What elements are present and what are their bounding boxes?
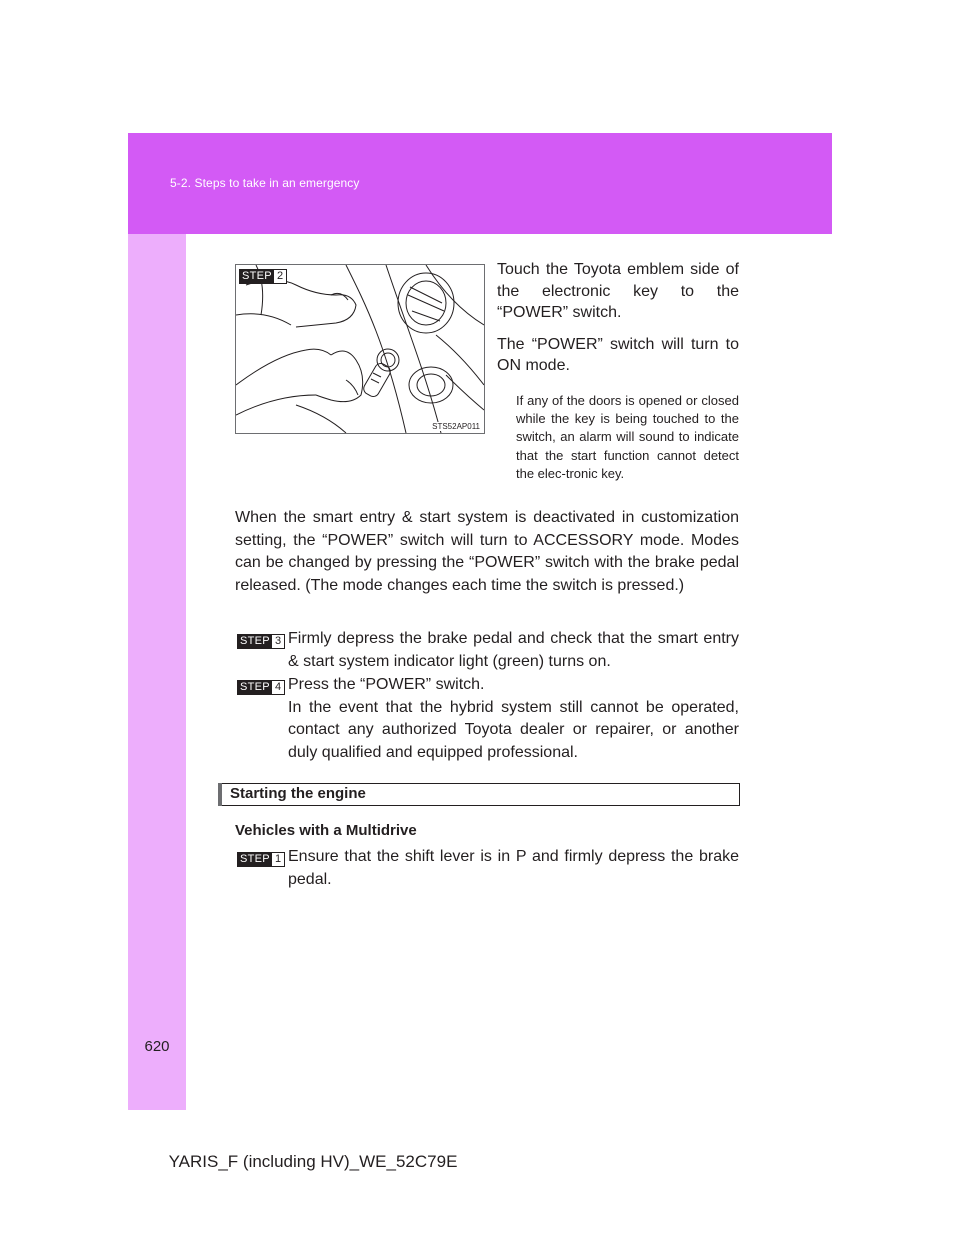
section-heading: Starting the engine (230, 785, 366, 802)
step-3-badge (237, 631, 285, 654)
step-3 (235, 628, 739, 673)
step-3-text: Firmly depress the brake pedal and check that the smart entry & start system indicator light (green) turns on. (288, 630, 739, 670)
step-badge-label: STEP (242, 270, 272, 283)
body-paragraph: When the smart entry & start system is deactivated in customization setting, the “POWER” switch will turn to ACCESSORY mode. Modes can be changed by pressing the “POWER” switch with the brake pedal released. (The mode changes each time the switch is pressed.) (235, 509, 739, 594)
illustration-figure (235, 264, 485, 434)
step2-instruction: Touch the Toyota emblem side of the electronic key to the “POWER” switch. (497, 261, 739, 321)
subheading: Vehicles with a Multidrive (235, 822, 417, 839)
engine-step-1-badge (237, 849, 285, 872)
section-heading-box (218, 783, 740, 806)
step-4-detail: In the event that the hybrid system still cannot be operated, contact any authorized Toyota dealer or repairer, or another duly qualified and equipped professional. (288, 698, 739, 761)
step2-text (497, 259, 739, 387)
footer-text: YARIS_F (including HV)_WE_52C79E (168, 1152, 458, 1171)
step2-note: If any of the doors is opened or closed while the key is being touched to the switch, an alarm will sound to indicate that the start function cannot detect the elec-tronic key. (516, 393, 739, 481)
side-strip (128, 234, 186, 1110)
key-touch-illustration (236, 265, 484, 433)
step-badge-label: STEP (240, 635, 270, 648)
step-badge-number: 1 (272, 853, 284, 866)
footer (0, 1152, 600, 1172)
step-4-badge (237, 677, 285, 700)
figure-step-badge (239, 268, 287, 286)
step-badge-label: STEP (240, 853, 270, 866)
step-4 (235, 674, 739, 764)
step-badge-number: 4 (272, 681, 284, 694)
step2-result: The “POWER” switch will turn to ON mode. (497, 335, 739, 374)
step-4-text: Press the “POWER” switch. (288, 676, 485, 693)
step-badge-number: 3 (272, 635, 284, 648)
figure-code: STS52AP011 (432, 422, 480, 431)
section-title: 5-2. Steps to take in an emergency (170, 176, 360, 190)
engine-step-1 (235, 846, 739, 891)
step-badge-number: 2 (274, 270, 286, 283)
step-badge-label: STEP (240, 681, 270, 694)
heading-accent-bar (218, 783, 222, 806)
engine-step-1-text: Ensure that the shift lever is in P and firmly depress the brake pedal. (288, 848, 739, 888)
page-number: 620 (144, 1038, 170, 1055)
